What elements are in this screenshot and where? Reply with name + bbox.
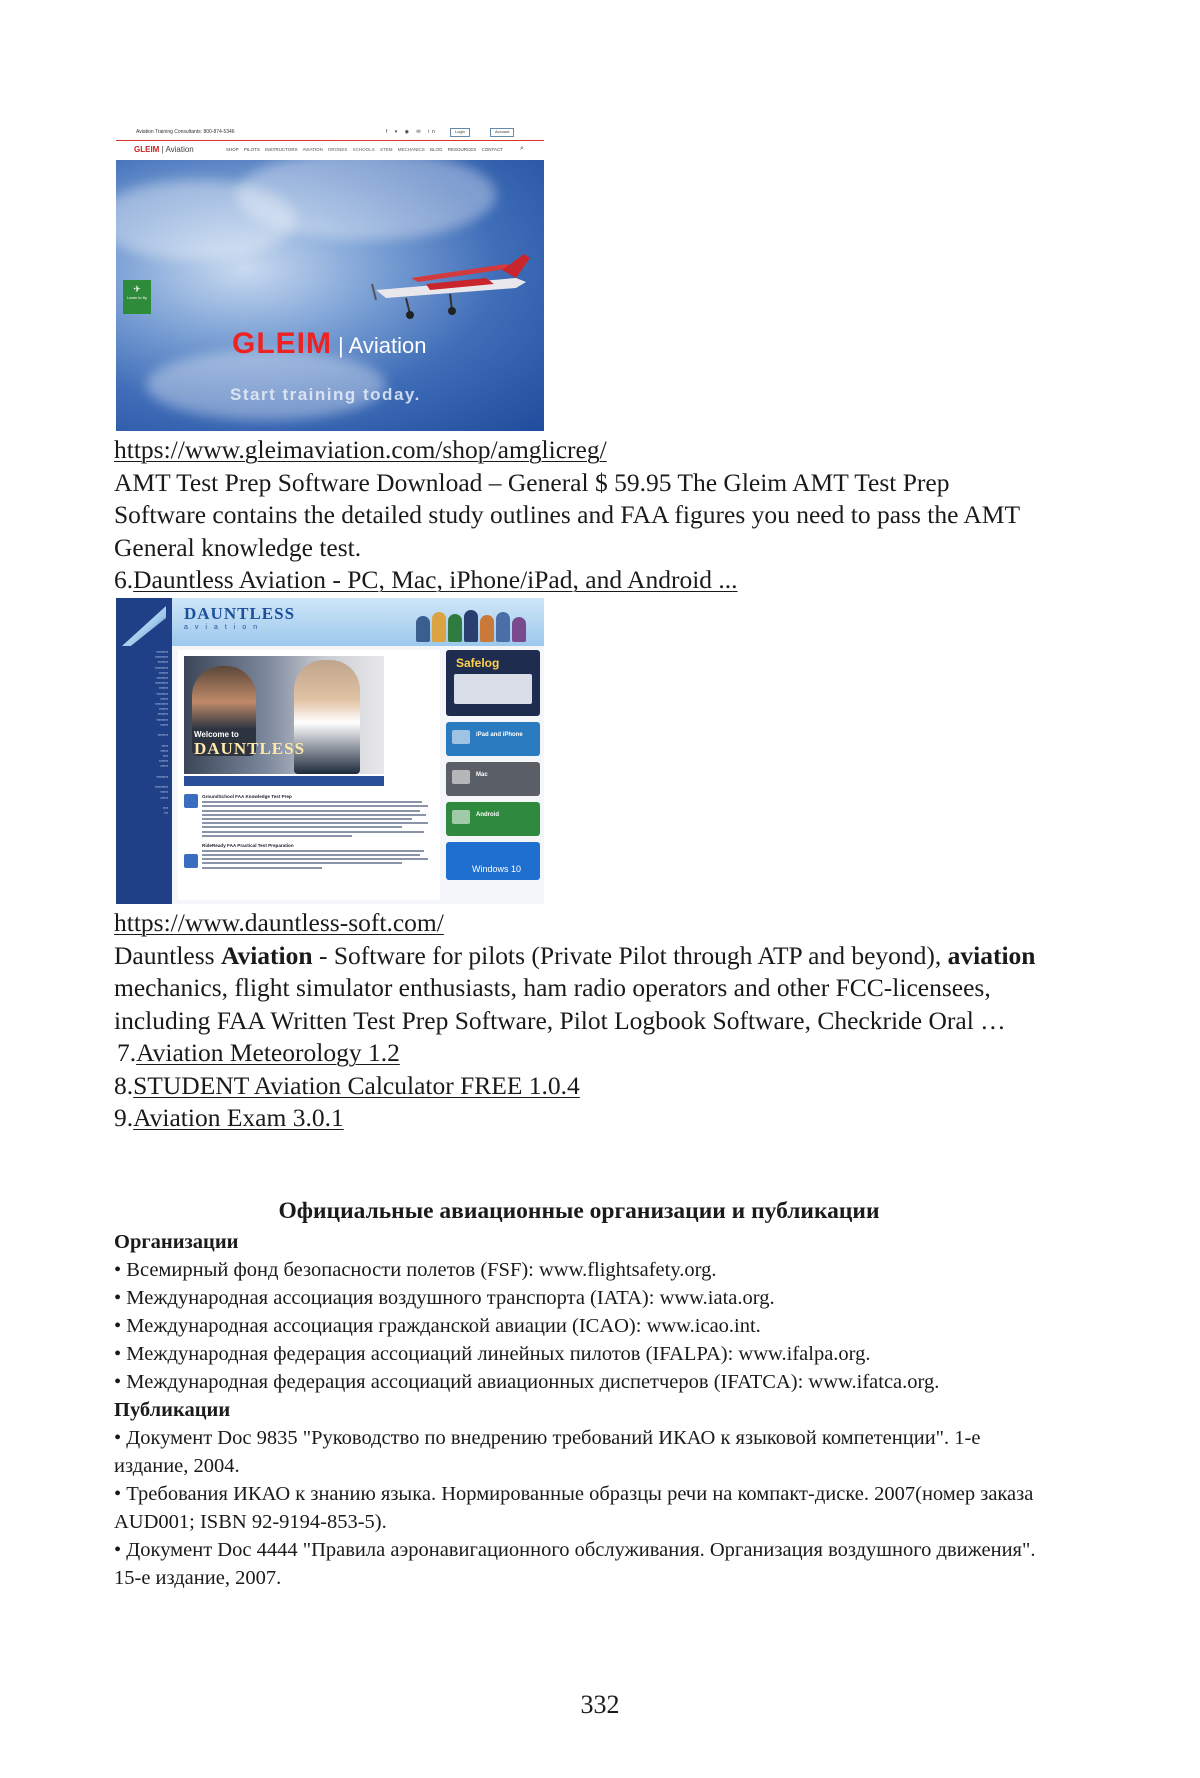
dauntless-info-strip xyxy=(184,776,384,786)
dauntless-header xyxy=(116,598,544,646)
safelog-box: Safelog xyxy=(446,650,540,716)
aviation-exam-link[interactable]: Aviation Exam 3.0.1 xyxy=(133,1103,344,1132)
org-item-ifalpa: • Международная федерация ассоциаций линейных пилотов (IFALPA): www.ifalpa.org. xyxy=(114,1343,871,1365)
org-item-ifatca: • Международная федерация ассоциаций авиационных диспетчеров (IFATCA): www.ifatca.org. xyxy=(114,1371,940,1393)
gleim-login-button: Login xyxy=(450,128,470,137)
gleim-description: AMT Test Prep Software Download – General $ 59.95 The Gleim AMT Test Prep Software contains the detailed study outlines and FAA figures you need to pass the AMT General knowledge test. xyxy=(114,467,1020,562)
dauntless-sidebar-nav: ▪▪▪▪▪▪▪▪▪ ▪▪▪▪▪▪▪▪▪▪ ▪▪▪▪▪▪▪▪ ▪▪▪▪▪▪▪▪▪▪ ▪▪▪▪▪▪▪ ▪▪▪▪▪▪▪▪▪ ▪▪▪▪▪▪▪▪▪▪ ▪▪▪▪▪▪▪ ▪▪▪▪▪▪▪▪▪ ▪▪▪▪▪▪ ▪▪▪▪▪▪▪▪▪▪ ▪▪▪▪▪▪▪ ▪▪▪▪▪▪▪▪ ▪▪▪▪▪▪▪▪▪ ▪▪▪▪▪▪ ▪▪▪▪▪▪▪▪ ▪▪▪▪▪ ▪▪▪▪▪▪ ▪▪▪▪ ▪▪▪▪▪▪▪ ▪▪▪▪▪▪ ▪▪▪▪▪▪▪▪▪ ▪▪▪▪▪▪▪▪▪▪ ▪▪▪▪▪▪ ▪▪▪▪▪▪ ▪▪▪▪ ▪▪▪ xyxy=(155,650,168,816)
learn-to-fly-badge: ✈ Learn to fly xyxy=(123,280,151,314)
organizations-section xyxy=(114,1228,1044,1592)
groundschool-heading: GroundSchool FAA Knowledge Test Prep xyxy=(202,794,292,799)
dauntless-description: Dauntless Aviation - Software for pilots (Private Pilot through ATP and beyond), aviation mechanics, flight simulator enthusiasts, ham radio operators and other FCC-licensees, including FAA Written Test Prep Software, Pilot Logbook Software, Checkride Oral … xyxy=(114,940,1036,1035)
cloud-shape xyxy=(236,150,496,240)
app-item-7: 7.Aviation Meteorology 1.2 xyxy=(117,1038,400,1067)
gleim-nav-menu: SHOP PILOTS INSTRUCTORS AVIATION DRONES SCHOOLS STEM MECHANICS BLOG RESOURCES CONTACT xyxy=(226,147,503,152)
gleim-hero-tagline: Start training today. xyxy=(230,385,421,404)
gleim-website-screenshot xyxy=(116,126,544,431)
android-app-box: Android xyxy=(446,802,540,836)
gleim-hero-logo: GLEIM | Aviation xyxy=(232,327,427,360)
groundschool-icon xyxy=(184,794,198,808)
gleim-small-logo: GLEIM | Aviation xyxy=(134,145,194,154)
org-item-fsf: • Всемирный фонд безопасности полетов (FSF): www.flightsafety.org. xyxy=(114,1259,717,1281)
app-item-9: 9.Aviation Exam 3.0.1 xyxy=(114,1103,344,1132)
gleim-hero-banner xyxy=(116,160,544,431)
dauntless-logo-sub: aviation xyxy=(184,624,265,631)
publications-heading: Публикации xyxy=(114,1399,231,1421)
pub-item-icao-requirements: • Требования ИКАО к знанию языка. Нормированные образцы речи на компакт-диске. 2007(номер заказа AUD001; ISBN 92-9194-853-5). xyxy=(114,1483,1034,1533)
pilot-characters-graphic xyxy=(416,602,536,642)
dauntless-website-screenshot xyxy=(116,598,544,904)
dauntless-logo: DAUNTLESS xyxy=(184,604,296,623)
gleim-url-link[interactable]: https://www.gleimaviation.com/shop/amglicreg/ xyxy=(114,435,607,464)
gleim-top-bar-text: Aviation Training Consultants: 800-874-5346 xyxy=(136,129,235,135)
windows-app-box: Windows 10 xyxy=(446,842,540,880)
rideready-icon xyxy=(184,854,198,868)
aviation-meteorology-link[interactable]: Aviation Meteorology 1.2 xyxy=(136,1038,400,1067)
dauntless-entry xyxy=(114,907,1044,1135)
item-6: 6.Dauntless Aviation - PC, Mac, iPhone/iPad, and Android ... xyxy=(114,565,738,594)
dauntless-wing-logo xyxy=(122,606,166,646)
mac-app-box: Mac xyxy=(446,762,540,796)
org-item-icao: • Международная ассоциация гражданской авиации (ICAO): www.icao.int. xyxy=(114,1315,761,1337)
dauntless-welcome-photo xyxy=(184,656,384,774)
rideready-heading: RideReady FAA Practical Test Preparation xyxy=(202,842,294,848)
airplane-icon xyxy=(366,248,536,328)
ipad-app-box: iPad and iPhone xyxy=(446,722,540,756)
dauntless-welcome-text: Welcome to DAUNTLESS xyxy=(194,730,306,758)
section-title: Официальные авиационные организации и публикации xyxy=(278,1198,880,1224)
gleim-top-bar xyxy=(116,126,544,141)
page-number: 332 xyxy=(580,1690,620,1719)
pub-item-doc4444: • Документ Doc 4444 "Правила аэронавигационного обслуживания. Организация воздушного движения". 15-е издание, 2007. xyxy=(114,1539,1036,1589)
dauntless-title-link[interactable]: Dauntless Aviation - PC, Mac, iPhone/iPad, and Android ... xyxy=(133,565,738,594)
student-calculator-link[interactable]: STUDENT Aviation Calculator FREE 1.0.4 xyxy=(133,1070,580,1100)
pub-item-doc9835: • Документ Doc 9835 "Руководство по внедрению требований ИКАО к языковой компетенции". 1-е издание, 2004. xyxy=(114,1427,981,1477)
org-item-iata: • Международная ассоциация воздушного транспорта (IATA): www.iata.org. xyxy=(114,1287,775,1309)
search-icon: ⌕ xyxy=(520,145,524,152)
dauntless-product-list xyxy=(184,792,434,892)
dauntless-app-boxes xyxy=(446,650,542,902)
gleim-account-button: Account xyxy=(490,128,514,137)
dauntless-sidebar xyxy=(116,598,172,904)
gleim-entry xyxy=(114,434,1044,597)
social-icons: f ▾ ◉ ✉ in xyxy=(386,129,438,135)
organizations-heading: Организации xyxy=(114,1231,239,1253)
app-item-8: 8.STUDENT Aviation Calculator FREE 1.0.4 xyxy=(114,1070,580,1100)
dauntless-main-content xyxy=(178,650,440,900)
dauntless-url-link[interactable]: https://www.dauntless-soft.com/ xyxy=(114,908,444,937)
